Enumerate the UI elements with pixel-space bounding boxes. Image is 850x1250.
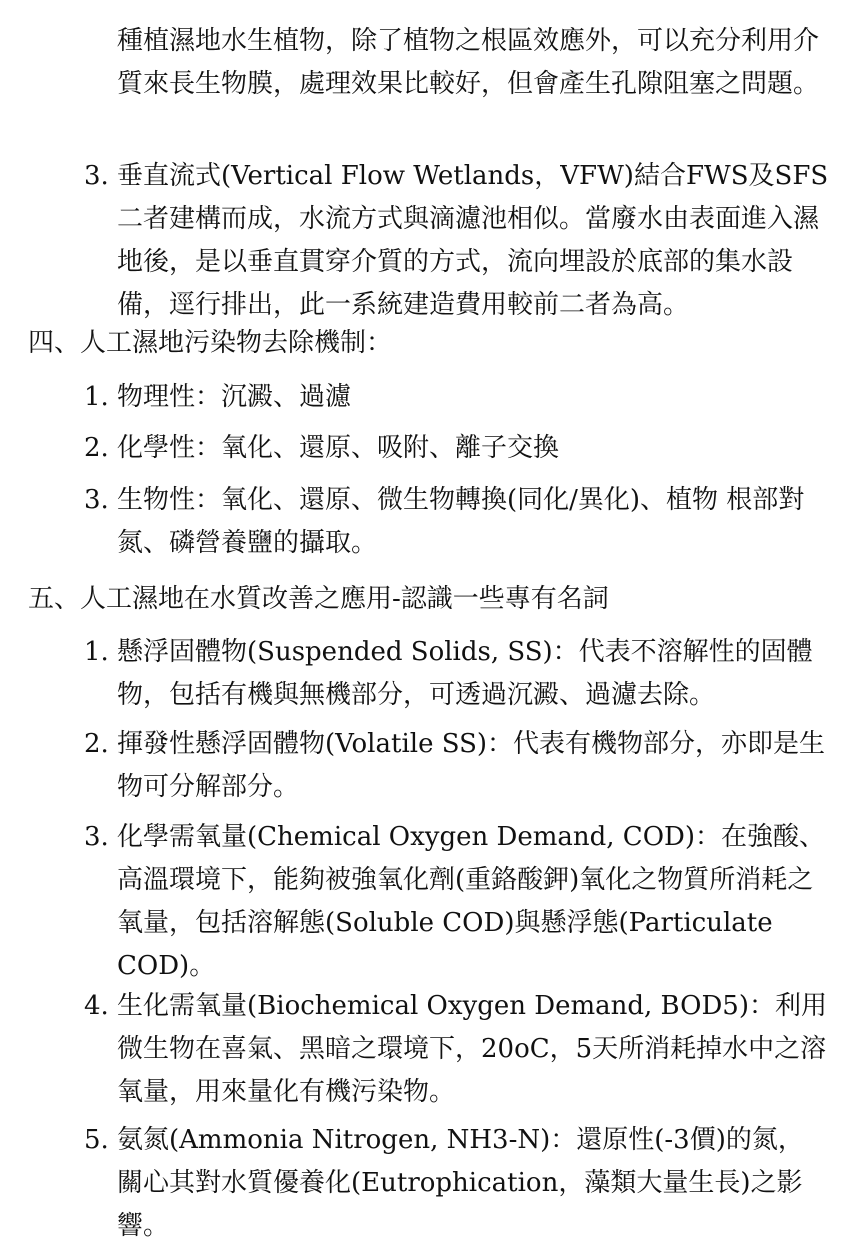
item-number: 1. [84, 637, 109, 667]
item-text: 生物性：氧化、還原、微生物轉換(同化/異化)、植物 根部對氮、磷營養鹽的攝取。 [117, 485, 805, 558]
list-item [84, 1119, 829, 1248]
item-number: 3. [84, 822, 109, 852]
list-item [84, 427, 829, 470]
item-number: 1. [84, 382, 109, 412]
list-item [84, 631, 829, 717]
item-text: 垂直流式(Vertical Flow Wetlands，VFW)結合FWS及SFS二者建構而成，水流方式與滴濾池相似。當廢水由表面進入濕地後，是以垂直貫穿介質的方式，流向埋設於底部的集水設備，逕行排出，此一系統建造費用較前二者為高。 [117, 161, 829, 320]
item-number: 5. [84, 1125, 109, 1155]
item-text: 物理性：沉澱、過濾 [117, 382, 352, 412]
section-heading-5: 五、人工濕地在水質改善之應用-認識一些專有名詞 [28, 584, 609, 614]
item-number: 2. [84, 433, 109, 463]
item-text: 化學需氧量(Chemical Oxygen Demand, COD)：在強酸、高溫環境下，能夠被強氧化劑(重鉻酸鉀)氧化之物質所消耗之氧量，包括溶解態(Soluble COD)與懸浮態(Particulate COD)。 [117, 822, 825, 981]
item-text: 生化需氧量(Biochemical Oxygen Demand, BOD5)：利用微生物在喜氣、黑暗之環境下，20oC，5天所消耗掉水中之溶氧量，用來量化有機污染物。 [117, 991, 827, 1107]
item-text: 懸浮固體物(Suspended Solids, SS)：代表不溶解性的固體物，包括有機與無機部分，可透過沉澱、過濾去除。 [117, 637, 813, 710]
list-item [84, 816, 829, 988]
list-item [84, 723, 829, 809]
item-text: 氨氮(Ammonia Nitrogen, NH3-N)：還原性(-3價)的氮，關心其對水質優養化(Eutrophication，藻類大量生長)之影響。 [117, 1125, 804, 1241]
continuation-paragraph: 種植濕地水生植物，除了植物之根區效應外，可以充分利用介質來長生物膜，處理效果比較好，但會產生孔隙阻塞之問題。 [117, 26, 820, 99]
list-item-vertical-flow [84, 155, 829, 327]
list-item [84, 479, 829, 565]
item-number: 3. [84, 485, 109, 515]
item-number: 2. [84, 729, 109, 759]
list-item [84, 985, 829, 1114]
item-number: 4. [84, 991, 109, 1021]
item-text: 化學性：氧化、還原、吸附、離子交換 [117, 433, 560, 463]
item-number: 3. [84, 161, 109, 191]
section-heading-4: 四、人工濕地污染物去除機制： [28, 328, 393, 358]
list-item [84, 376, 829, 419]
item-text: 揮發性懸浮固體物(Volatile SS)：代表有機物部分，亦即是生物可分解部分。 [117, 729, 826, 802]
